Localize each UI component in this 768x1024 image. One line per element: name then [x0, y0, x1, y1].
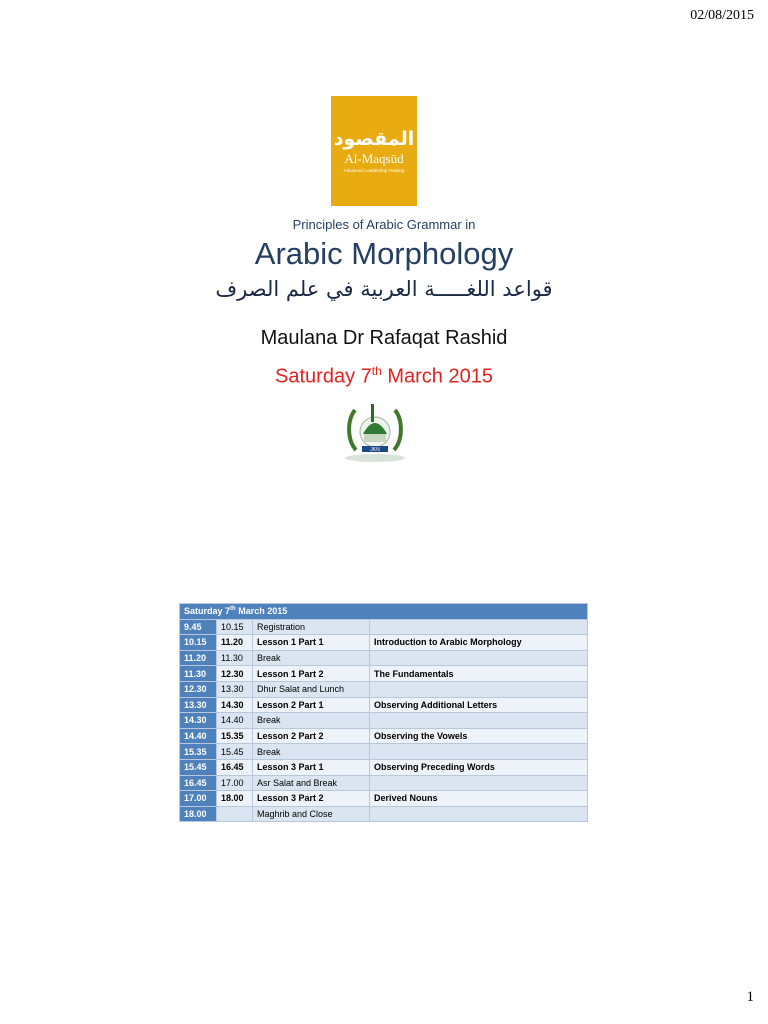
end-time-cell: 16.45 [217, 759, 253, 775]
topic-cell [370, 650, 588, 666]
schedule-header-rest: March 2015 [235, 606, 288, 617]
end-time-cell: 15.45 [217, 744, 253, 760]
session-cell: Lesson 3 Part 2 [253, 791, 370, 807]
start-time-cell: 12.30 [180, 681, 217, 697]
start-time-cell: 15.45 [180, 759, 217, 775]
schedule-row [180, 744, 588, 760]
session-cell: Break [253, 650, 370, 666]
schedule-row [180, 728, 588, 744]
end-time-cell [217, 806, 253, 822]
session-cell: Lesson 1 Part 1 [253, 635, 370, 651]
schedule-header-sup: th [230, 606, 236, 613]
arabic-title: قواعد اللغـــــة العربية في علم الصرف [215, 277, 553, 301]
session-cell: Break [253, 713, 370, 729]
end-time-cell: 18.00 [217, 791, 253, 807]
schedule-row [180, 791, 588, 807]
start-time-cell: 14.40 [180, 728, 217, 744]
end-time-cell: 14.40 [217, 713, 253, 729]
al-maqsud-logo [331, 96, 417, 206]
emblem-label: JKN [370, 447, 380, 453]
topic-cell [370, 775, 588, 791]
end-time-cell: 12.30 [217, 666, 253, 682]
event-date-suffix-sup: th [371, 364, 382, 378]
session-cell: Lesson 1 Part 2 [253, 666, 370, 682]
schedule-header-prefix: Saturday 7 [184, 606, 231, 617]
schedule-row [180, 666, 588, 682]
end-time-cell: 10.15 [217, 619, 253, 635]
session-cell: Lesson 2 Part 1 [253, 697, 370, 713]
session-cell: Asr Salat and Break [253, 775, 370, 791]
start-time-cell: 17.00 [180, 791, 217, 807]
event-date [160, 364, 608, 389]
schedule-table [179, 603, 588, 822]
end-time-cell: 17.00 [217, 775, 253, 791]
schedule-row [180, 713, 588, 729]
topic-cell: Observing Additional Letters [370, 697, 588, 713]
topic-cell [370, 681, 588, 697]
topic-cell [370, 806, 588, 822]
start-time-cell: 11.20 [180, 650, 217, 666]
session-cell: Lesson 3 Part 1 [253, 759, 370, 775]
schedule-header-row [180, 604, 588, 620]
slide-title: Arabic Morphology [254, 236, 514, 271]
print-date: 02/08/2015 [690, 8, 754, 23]
event-date-rest: March 2015 [381, 365, 493, 388]
page-number: 1 [746, 989, 754, 1005]
end-time-cell: 15.35 [217, 728, 253, 744]
schedule-row [180, 697, 588, 713]
schedule-row [180, 775, 588, 791]
author-name: Maulana Dr Rafaqat Rashid [260, 327, 508, 349]
end-time-cell: 13.30 [217, 681, 253, 697]
schedule-header-cell [180, 604, 588, 620]
end-time-cell: 14.30 [217, 697, 253, 713]
topic-cell [370, 619, 588, 635]
topic-cell: Observing the Vowels [370, 728, 588, 744]
topic-cell: Introduction to Arabic Morphology [370, 635, 588, 651]
start-time-cell: 15.35 [180, 744, 217, 760]
session-cell: Dhur Salat and Lunch [253, 681, 370, 697]
topic-cell: Derived Nouns [370, 791, 588, 807]
session-cell: Break [253, 744, 370, 760]
topic-cell [370, 744, 588, 760]
start-time-cell: 9.45 [180, 619, 217, 635]
schedule-row [180, 681, 588, 697]
session-cell: Lesson 2 Part 2 [253, 728, 370, 744]
end-time-cell: 11.30 [217, 650, 253, 666]
topic-cell: Observing Preceding Words [370, 759, 588, 775]
session-cell: Registration [253, 619, 370, 635]
schedule-row [180, 650, 588, 666]
schedule-row [180, 635, 588, 651]
start-time-cell: 16.45 [180, 775, 217, 791]
schedule-row [180, 619, 588, 635]
start-time-cell: 10.15 [180, 635, 217, 651]
topic-cell [370, 713, 588, 729]
logo-name: Al-Maqsūd [344, 151, 404, 167]
schedule-row [180, 759, 588, 775]
logo-arabic-text: المقصود [333, 127, 415, 150]
session-cell: Maghrib and Close [253, 806, 370, 822]
start-time-cell: 18.00 [180, 806, 217, 822]
event-date-prefix: Saturday 7 [275, 365, 372, 388]
mosque-dome-laurel-emblem-icon [342, 398, 408, 470]
start-time-cell: 14.30 [180, 713, 217, 729]
start-time-cell: 13.30 [180, 697, 217, 713]
topic-cell: The Fundamentals [370, 666, 588, 682]
logo-tagline: Advanced Leadership Training [343, 168, 405, 174]
title-slide [160, 80, 608, 475]
end-time-cell: 11.20 [217, 635, 253, 651]
slide-subtitle: Principles of Arabic Grammar in [292, 217, 476, 232]
schedule-row [180, 806, 588, 822]
start-time-cell: 11.30 [180, 666, 217, 682]
